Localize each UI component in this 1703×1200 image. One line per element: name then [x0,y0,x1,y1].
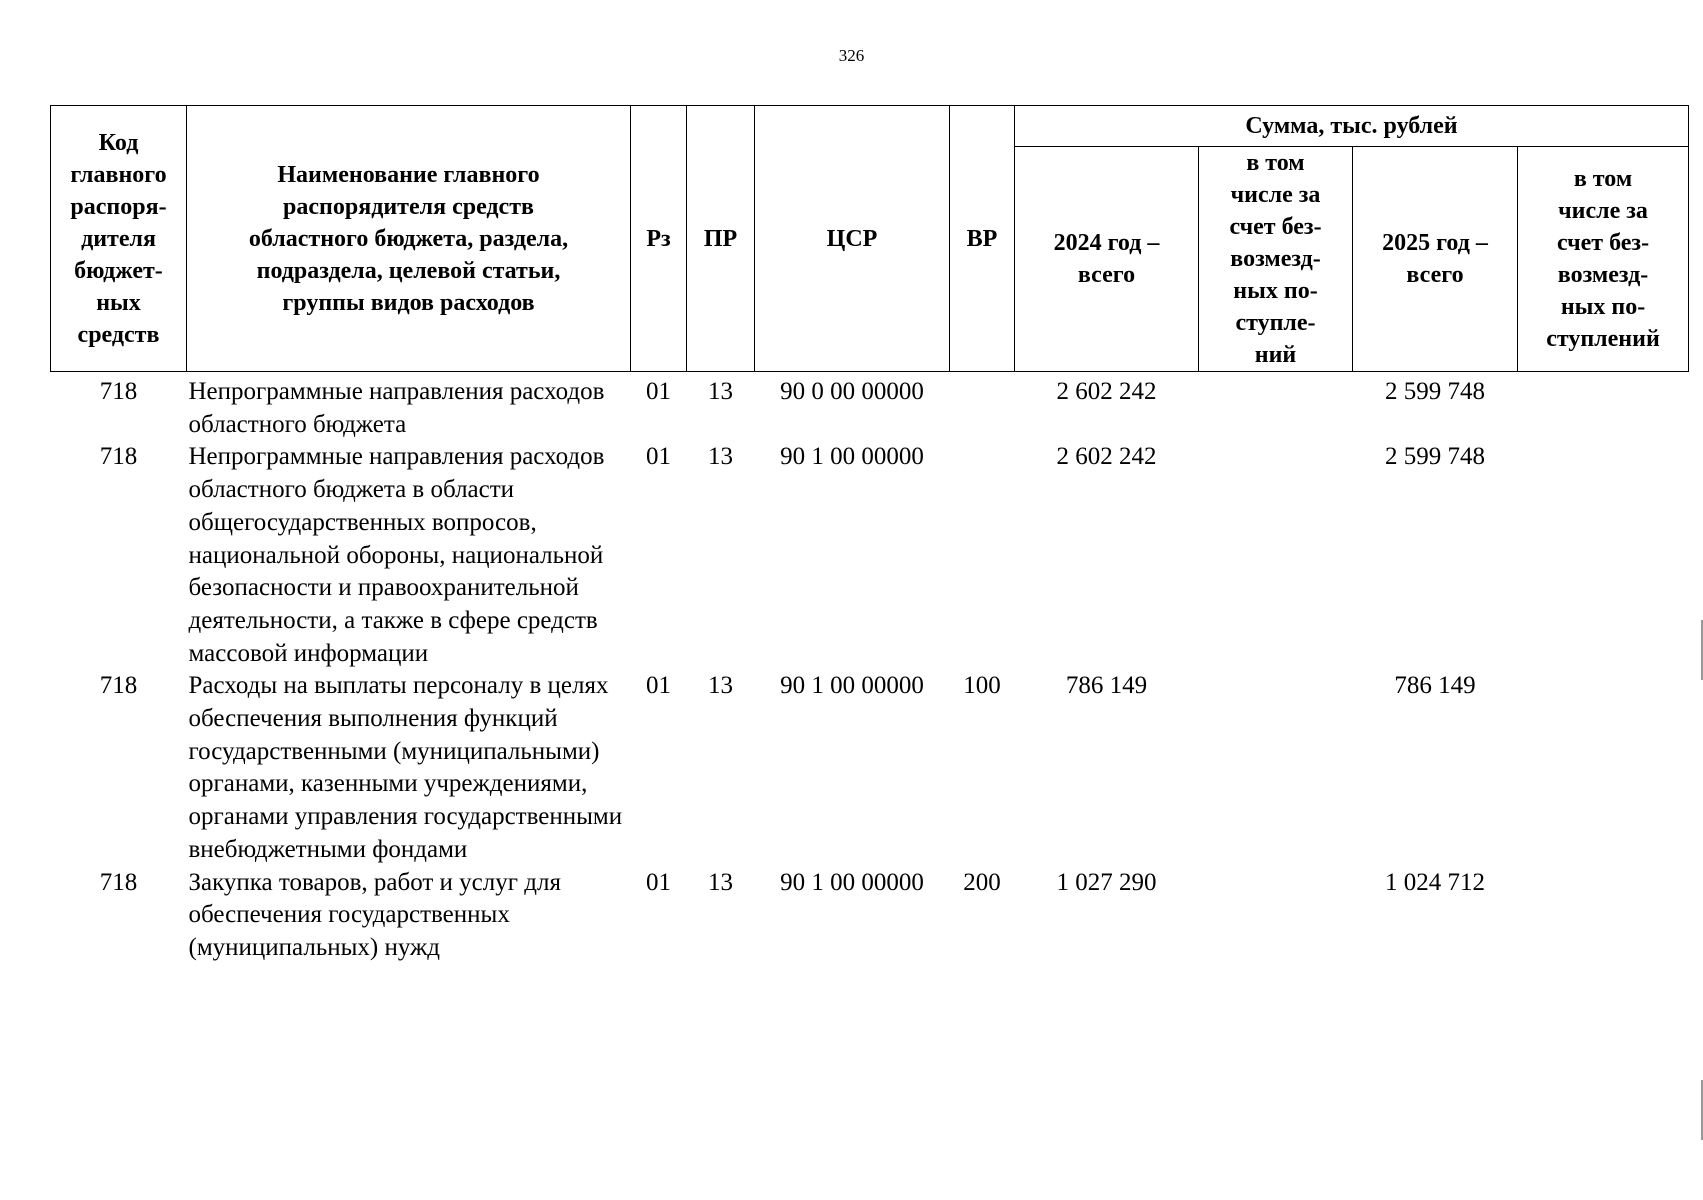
cell-2025-total: 2 599 748 [1385,378,1485,405]
header-2024-total: 2024 год – всего [1015,147,1199,372]
header-name: Наименование главного распорядителя средств областного бюджета, раздела, подраздела, целевой статьи, группы видов расходов [187,106,631,372]
cell-vr: 200 [963,868,1001,896]
cell-2025-grant [1518,670,1689,866]
cell-2024-total: 786 149 [1065,672,1148,700]
cell-2024-grant [1199,441,1353,670]
cell-vr [950,441,1015,670]
header-rz: Рз [631,106,687,372]
header-sum-group: Сумма, тыс. рублей [1015,106,1689,147]
cell-rz: 01 [646,443,671,471]
cell-code: 718 [99,868,138,896]
cell-csr: 90 1 00 00000 [780,672,924,700]
cell-2024-grant [1199,372,1353,442]
cell-name: Расходы на выплаты персоналу в целях обеспечения выполнения функций государственными (муниципальными) органами, казенными учреждениями, органами управления государственными внебюджетными фондами [188,672,623,863]
cell-pr: 13 [708,868,733,896]
cell-name: Непрограммные направления расходов областного бюджета в области общегосударственных вопросов, национальной обороны, национальной безопасности и правоохранительной деятельности, а также в сфере средств массовой информации [188,443,605,667]
header-2025-grant: в том числе за счет без- возмезд- ных по- ступлений [1518,147,1689,372]
budget-table [50,105,1689,965]
cell-rz: 01 [646,378,671,405]
cell-rz: 01 [646,868,671,896]
cell-name: Непрограммные направления расходов областного бюджета [188,378,605,438]
cell-name: Закупка товаров, работ и услуг для обеспечения государственных (муниципальных) нужд [188,868,561,961]
cell-2024-total: 2 602 242 [1056,378,1157,405]
cell-2024-total: 1 027 290 [1056,868,1157,896]
table-row [51,441,1689,670]
cell-2025-total: 786 149 [1394,672,1476,700]
header-vr: ВР [950,106,1015,372]
cell-csr: 90 0 00 00000 [780,378,924,405]
cell-pr: 13 [708,672,733,700]
cell-2025-grant [1518,441,1689,670]
cell-pr: 13 [708,378,733,405]
cell-pr: 13 [708,443,733,471]
cell-code: 718 [99,443,138,471]
cell-rz: 01 [646,672,671,700]
cell-2025-total: 2 599 748 [1385,443,1485,471]
header-2024-grant: в том числе за счет без- возмезд- ных по- ступле- ний [1199,147,1353,372]
cell-2024-total: 2 602 242 [1056,443,1157,471]
table-row [51,670,1689,866]
page-number: 326 [838,46,865,65]
cell-csr: 90 1 00 00000 [780,868,924,896]
header-row-1 [51,106,1689,147]
cell-vr: 100 [963,672,1001,700]
table-row [51,372,1689,442]
cell-2024-grant [1199,867,1353,965]
cell-vr [950,372,1015,442]
cell-csr: 90 1 00 00000 [780,443,924,471]
header-pr: ПР [687,106,755,372]
cell-2025-grant [1518,372,1689,442]
cell-code: 718 [99,672,138,700]
cell-2025-grant [1518,867,1689,965]
header-code: Код главного распоря- дителя бюджет- ных средств [51,106,187,372]
cell-2025-total: 1 024 712 [1385,868,1485,896]
header-2025-total: 2025 год – всего [1353,147,1518,372]
header-csr: ЦСР [755,106,950,372]
cell-code: 718 [99,378,138,405]
table-row [51,867,1689,965]
cell-2024-grant [1199,670,1353,866]
